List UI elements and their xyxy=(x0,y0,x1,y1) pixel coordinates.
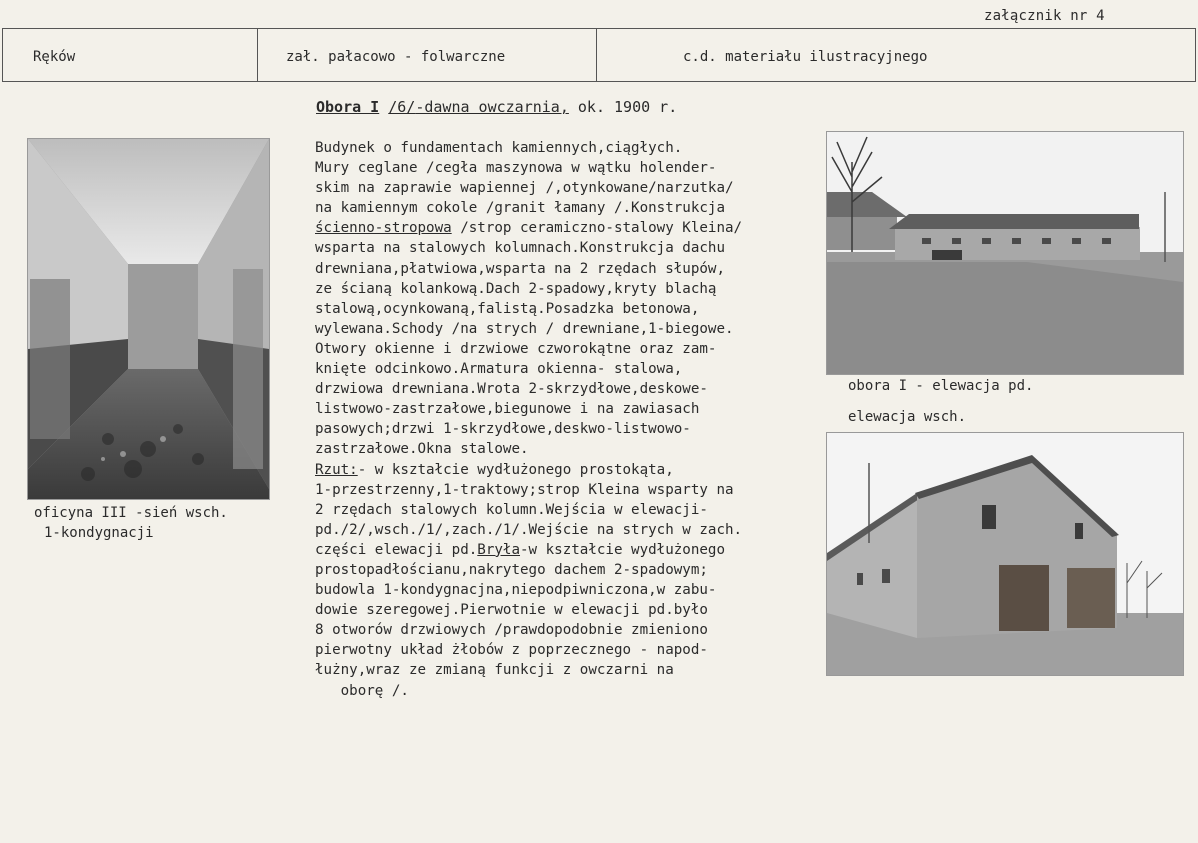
place-name: Ręków xyxy=(33,49,76,65)
south-elevation-photo xyxy=(826,131,1184,375)
description-line: łużny,wraz ze zmianą funkcji z owczarni na xyxy=(315,662,674,679)
description-text xyxy=(315,138,830,701)
building-number: /6/ xyxy=(388,98,416,116)
description-line: 8 otworów drzwiowych /prawdopodobnie zmieniono xyxy=(315,622,708,639)
description-line: dowie szeregowej.Pierwotnie w elewacji pd.było xyxy=(315,602,708,619)
description-line: -w kształcie wydłużonego xyxy=(520,541,726,558)
section-name: c.d. materiału ilustracyjnego xyxy=(683,49,928,65)
description-line: Mury ceglane /cegła maszynowa w wątku holender- xyxy=(315,160,717,177)
description-term: Rzut: xyxy=(315,461,358,478)
corridor-photo-caption: oficyna III -sień wsch. xyxy=(34,505,228,521)
building-name: Obora I xyxy=(316,98,380,116)
description-line: knięte odcinkowo.Armatura okienna- stalowa, xyxy=(315,361,683,378)
description-line: stalową,ocynkowaną,falistą.Posadzka betonowa, xyxy=(315,300,700,317)
description-line: ze ścianą kolankową.Dach 2-spadowy,kryty blachą xyxy=(315,280,717,297)
corridor-photo xyxy=(27,138,270,500)
description-line: 2 rzędach stalowych kolumn.Wejścia w elewacji- xyxy=(315,501,708,518)
description-line: Otwory okienne i drzwiowe czworokątne oraz zam- xyxy=(315,340,717,357)
building-former-use: -dawna owczarnia, xyxy=(415,98,569,116)
description-line: prostopadłościanu,nakrytego dachem 2-spadowym; xyxy=(315,561,708,578)
description-line: części elewacji pd. xyxy=(315,541,478,558)
description-line: 1-przestrzenny,1-traktowy;strop Kleina wsparty na xyxy=(315,481,734,498)
east-elevation-photo xyxy=(826,432,1184,676)
header-table xyxy=(2,28,1196,82)
description-term: Bryła xyxy=(477,541,521,558)
description-line: Budynek o fundamentach kamiennych,ciągłych. xyxy=(315,140,683,156)
header-cell-section xyxy=(597,29,1196,81)
building-date: ok. 1900 r. xyxy=(577,98,678,116)
appendix-label: załącznik nr 4 xyxy=(984,8,1105,24)
corridor-photo-caption-line2: 1-kondygnacji xyxy=(44,525,154,541)
header-cell-place xyxy=(2,29,258,81)
description-line: pasowych;drzwi 1-skrzydłowe,deskwo-listwowo- xyxy=(315,421,691,438)
south-elevation-caption: obora I - elewacja pd. xyxy=(848,378,1034,394)
description-line: - w kształcie wydłużonego prostokąta, xyxy=(357,461,674,478)
description-line: /strop ceramiczno-stalowy Kleina/ xyxy=(451,220,743,237)
description-line: drzwiowa drewniana.Wrota 2-skrzydłowe,deskowe- xyxy=(315,381,708,398)
description-line: skim na zaprawie wapiennej /,otynkowane/narzutka/ xyxy=(315,180,734,197)
description-line: pd./2/,wsch./1/,zach./1/.Wejście na strych w zach. xyxy=(315,521,743,538)
description-line: drewniana,płatwiowa,wsparta na 2 rzędach słupów, xyxy=(315,260,725,277)
description-line: listwowo-zastrzałowe,biegunowe i na zawiasach xyxy=(315,401,700,418)
description-line: na kamiennym cokole /granit łamany /.Konstrukcja xyxy=(315,200,725,217)
building-title xyxy=(316,98,677,116)
description-line: oborę /. xyxy=(315,682,409,699)
description-line: pierwotny układ żłobów z poprzecznego - napod- xyxy=(315,642,708,659)
east-elevation-caption: elewacja wsch. xyxy=(848,409,967,425)
complex-name: zał. pałacowo - folwarczne xyxy=(286,49,506,65)
description-line: wsparta na stalowych kolumnach.Konstrukcja dachu xyxy=(315,240,725,257)
description-line: zastrzałowe.Okna stalowe. xyxy=(315,441,529,458)
description-line: budowla 1-kondygnacjna,niepodpiwniczona,w zabu- xyxy=(315,582,717,599)
header-cell-complex xyxy=(257,29,597,81)
description-term: ścienno-stropowa xyxy=(315,220,452,237)
description-line: wylewana.Schody /na strych / drewniane,1-biegowe. xyxy=(315,320,734,337)
